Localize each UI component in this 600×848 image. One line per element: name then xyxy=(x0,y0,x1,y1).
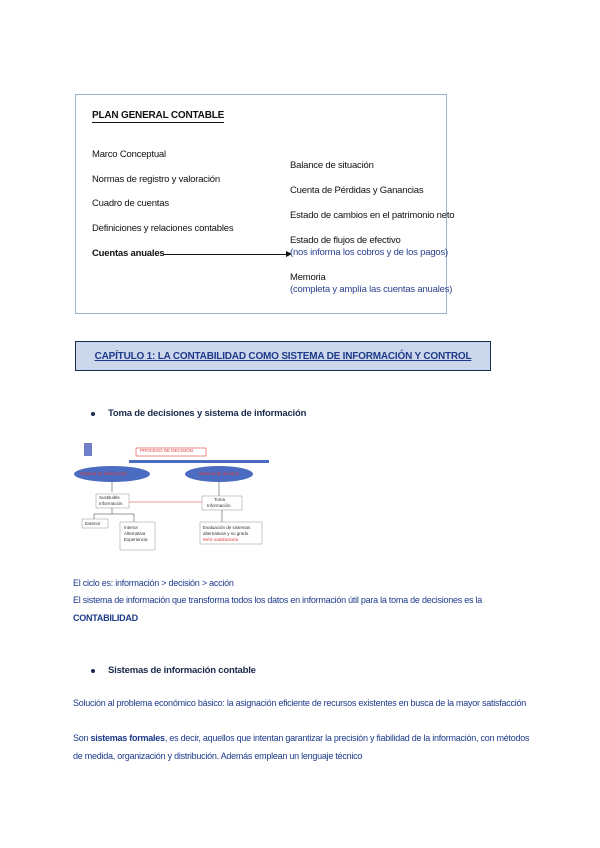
diagram-mid-left-label: Sustituible xyxy=(99,495,120,500)
bullet-icon xyxy=(91,669,95,673)
text-fragment: , es decir, aquellos que intentan garantizar la precisión y fiabilidad de la información, con métodos xyxy=(164,733,530,743)
diagram-bottom-right-label: Evaluación de sistemas xyxy=(203,525,251,530)
plan-left-item: Normas de registro y valoración xyxy=(92,174,220,185)
chapter-title: CAPÍTULO 1: LA CONTABILIDAD COMO SISTEMA DE INFORMACIÓN Y CONTROL xyxy=(94,350,472,362)
body-line-sistema: El sistema de información que transforma todos los datos en información útil para la toma de decisiones es la xyxy=(73,595,482,605)
diagram-bottom-mid-label: Alternativa xyxy=(124,531,146,536)
diagram-top-label: PROCESO DE DECISIÓN xyxy=(140,448,194,453)
chapter-header xyxy=(75,341,491,371)
plan-left-item-cuentas-anuales: Cuentas anuales xyxy=(92,248,165,259)
plan-right-note: (completa y amplía las cuentas anuales) xyxy=(290,284,453,295)
plan-right-item: Balance de situación xyxy=(290,160,374,171)
diagram-bar xyxy=(129,460,269,463)
body-line-contabilidad: CONTABILIDAD xyxy=(73,613,138,623)
plan-left-item: Cuadro de cuentas xyxy=(92,198,169,209)
body-line-ciclo: El ciclo es: información > decisión > acción xyxy=(73,578,234,588)
diagram-right-ellipse-label: Sistema de decisión xyxy=(199,471,240,476)
diagram-marker-icon xyxy=(84,443,92,456)
plan-right-item: Cuenta de Pérdidas y Ganancias xyxy=(290,185,424,196)
diagram-left-ellipse-label: Sistema de información xyxy=(80,471,128,476)
diagram-bottom-right-label: MÁS satisfactoria xyxy=(203,537,239,542)
text-bold-fragment: sistemas formales xyxy=(90,733,165,743)
section-heading: Sistemas de información contable xyxy=(108,665,256,676)
diagram-bottom-right-label: alternativas y su grado xyxy=(203,531,249,536)
plan-general-contable-box xyxy=(75,94,455,314)
plan-right-item: Memoria xyxy=(290,272,326,283)
plan-right-item: Estado de cambios en el patrimonio neto xyxy=(290,210,455,221)
plan-title: PLAN GENERAL CONTABLE xyxy=(92,110,225,121)
plan-left-item: Definiciones y relaciones contables xyxy=(92,223,234,234)
body-paragraph-sistemas-line2: de medida, organización y distribución. Además emplean un lenguaje técnico xyxy=(73,751,363,761)
plan-right-item: Estado de flujos de efectivo xyxy=(290,235,401,246)
decision-diagram xyxy=(74,440,274,555)
diagram-mid-left-label: Información xyxy=(99,501,123,506)
body-paragraph-solucion: Solución al problema económico básico: la asignación eficiente de recursos existentes en busca de la mayor satisfacción xyxy=(73,698,527,708)
text-fragment: Son xyxy=(73,733,91,743)
plan-right-note: (nos informa los cobros y de los pagos) xyxy=(290,247,449,258)
diagram-bottom-left-label: Exterior xyxy=(85,521,101,526)
diagram-bottom-mid-label: Interior xyxy=(124,525,139,530)
diagram-mid-right-label: Toma xyxy=(214,497,226,502)
body-paragraph-sistemas xyxy=(73,733,529,743)
bullet-icon xyxy=(91,412,95,416)
section-heading: Toma de decisiones y sistema de información xyxy=(108,408,307,419)
diagram-bottom-mid-label: Experiencia xyxy=(124,537,148,542)
plan-left-item: Marco Conceptual xyxy=(92,149,166,160)
diagram-mid-right-label: Información xyxy=(207,503,231,508)
arrow-line xyxy=(164,254,288,255)
